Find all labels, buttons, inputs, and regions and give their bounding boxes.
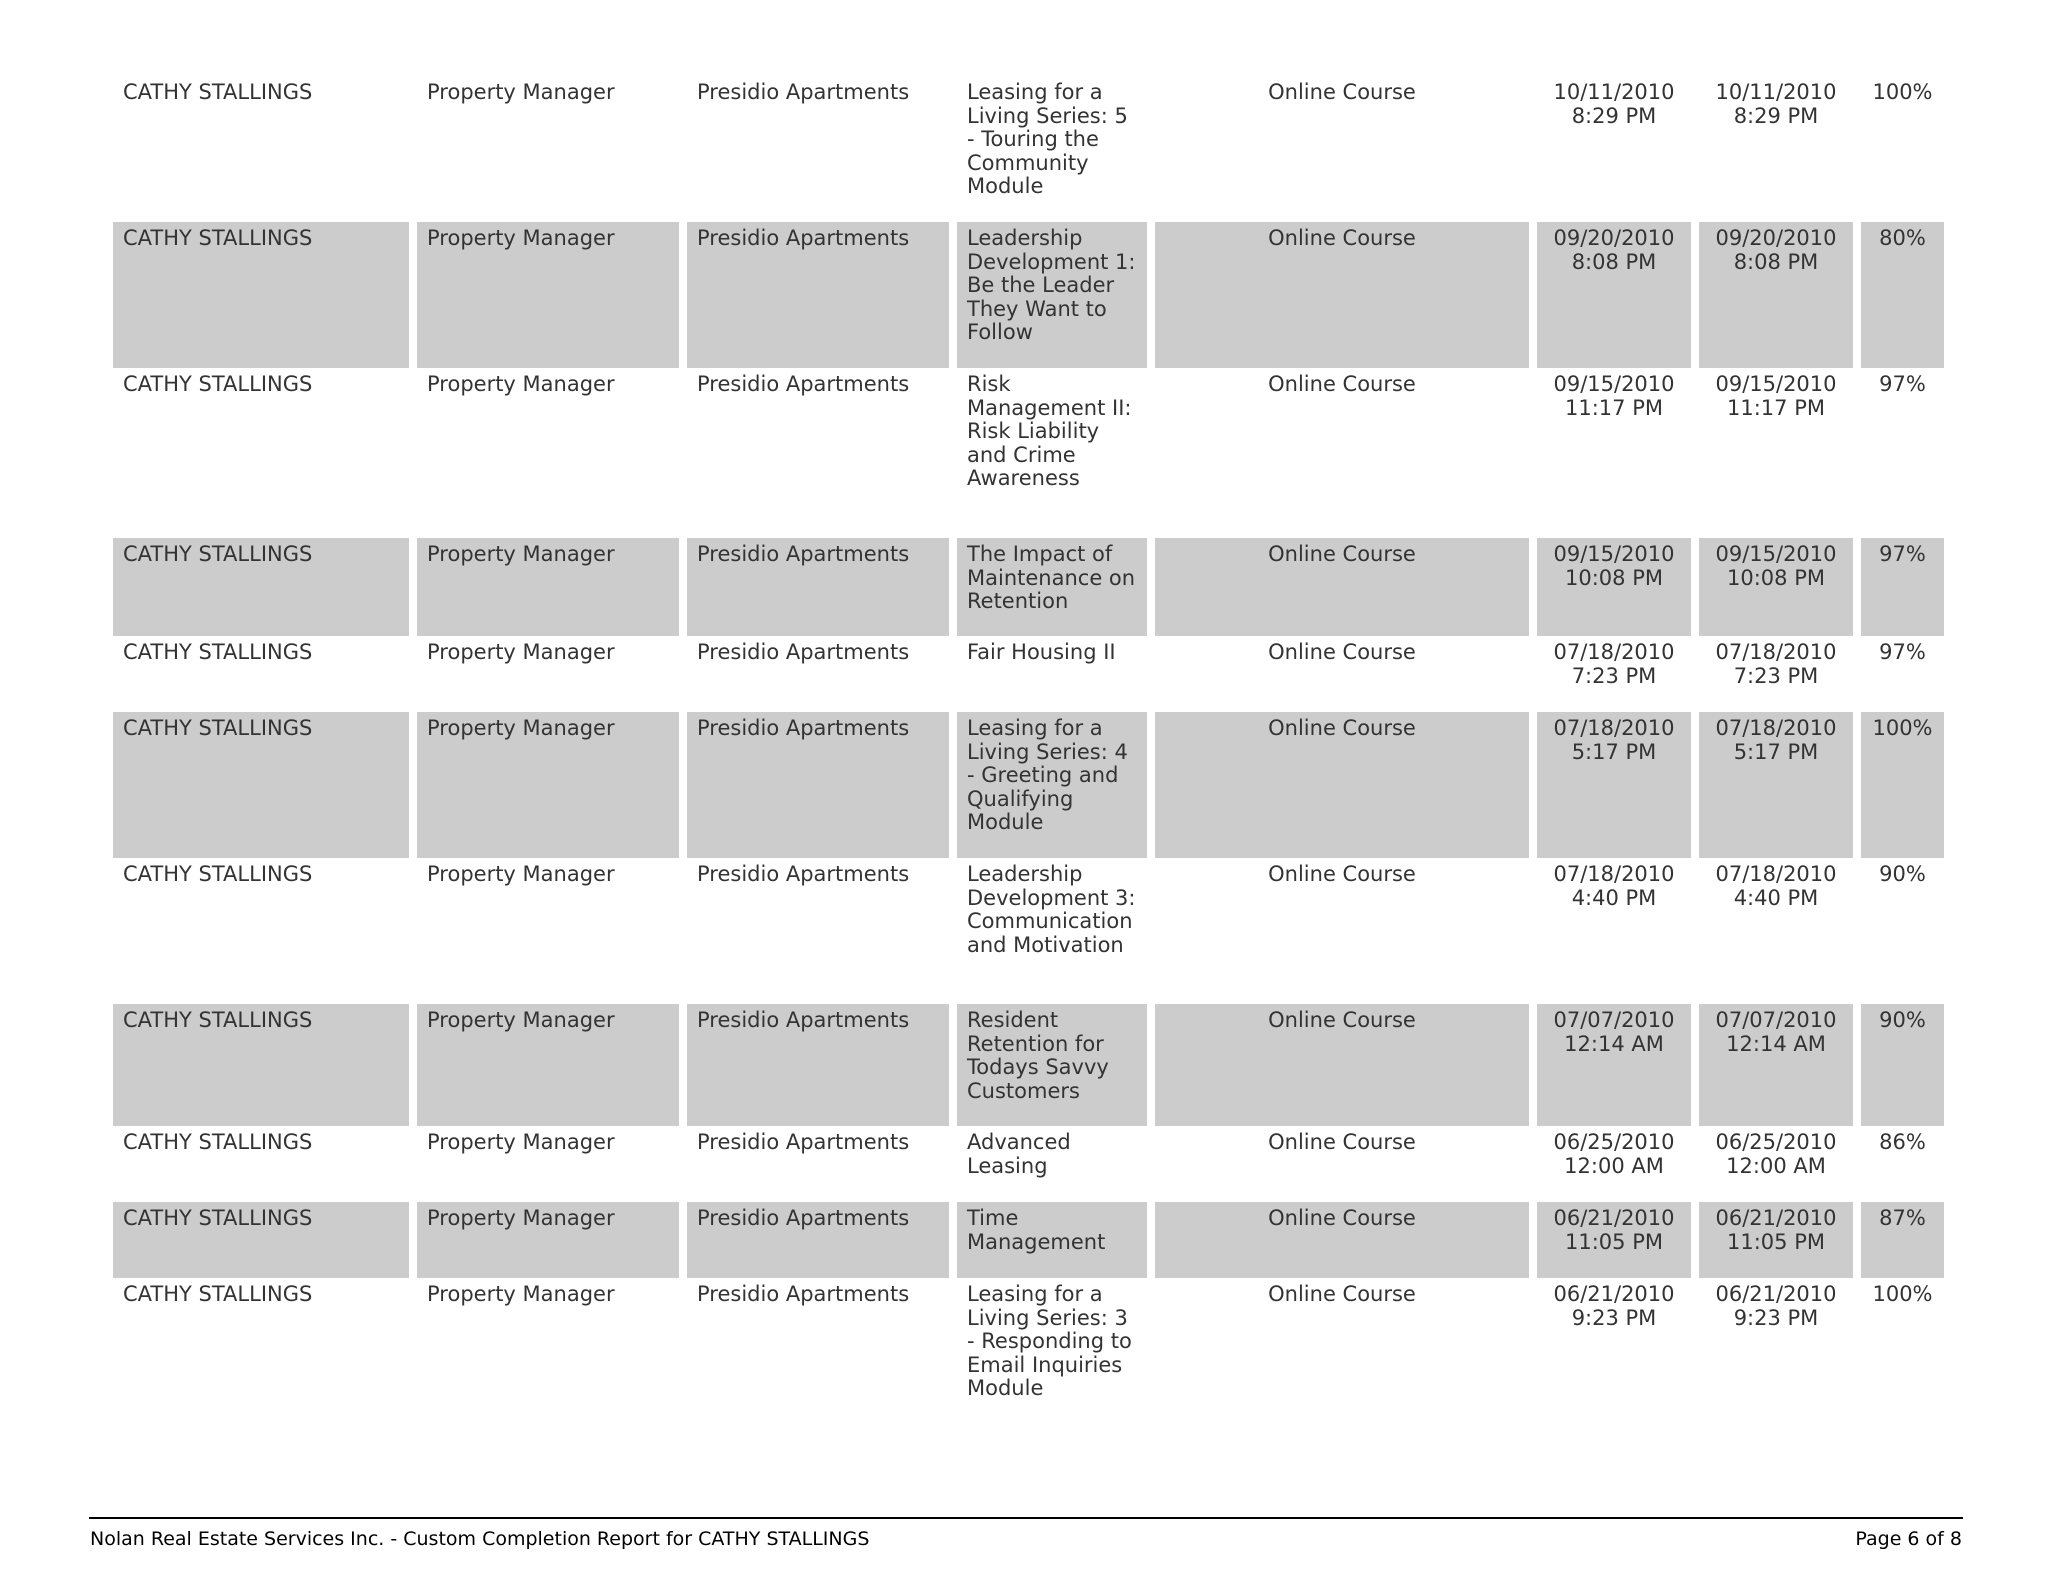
completion-time: 7:23 PM (1733, 663, 1819, 688)
table-row (113, 1126, 1944, 1202)
completion-time: 9:23 PM (1733, 1305, 1819, 1330)
job-title-cell: Property Manager (427, 80, 615, 104)
completion-time: 12:00 AM (1726, 1153, 1826, 1178)
completion-date: 06/21/2010 (1715, 1206, 1837, 1230)
job-title-cell: Property Manager (427, 862, 615, 886)
property-cell: Presidio Apartments (687, 538, 949, 636)
course-type-cell: Online Course (1268, 372, 1416, 396)
table-row (113, 222, 1944, 368)
start-datetime-cell (1537, 538, 1691, 636)
start-datetime-cell (1537, 368, 1691, 538)
start-time: 7:23 PM (1571, 663, 1657, 688)
employee-name-cell: CATHY STALLINGS (113, 222, 409, 368)
completion-datetime-cell (1699, 76, 1853, 222)
score-cell: 86% (1879, 1130, 1926, 1154)
course-type-cell: Online Course (1155, 222, 1529, 368)
property-cell: Presidio Apartments (697, 80, 910, 104)
start-date: 09/20/2010 (1553, 226, 1675, 250)
completion-datetime-cell (1699, 636, 1853, 712)
score-cell: 80% (1861, 222, 1944, 368)
start-date: 06/21/2010 (1553, 1206, 1675, 1230)
start-time: 9:23 PM (1571, 1305, 1657, 1330)
completion-datetime-cell (1699, 368, 1853, 538)
course-name-cell: Leadership Development 1: Be the Leader They Want to Follow (957, 222, 1147, 368)
start-date: 10/11/2010 (1553, 80, 1675, 104)
course-name-cell: The Impact of Maintenance on Retention (957, 538, 1147, 636)
employee-name-cell: CATHY STALLINGS (113, 1004, 409, 1126)
course-type-cell: Online Course (1155, 1202, 1529, 1278)
score-cell: 97% (1861, 538, 1944, 636)
job-title-cell: Property Manager (427, 372, 615, 396)
start-time: 4:40 PM (1571, 885, 1657, 910)
employee-name-cell: CATHY STALLINGS (123, 640, 313, 664)
completion-date: 09/15/2010 (1715, 372, 1837, 396)
employee-name-cell: CATHY STALLINGS (113, 1202, 409, 1278)
property-cell: Presidio Apartments (687, 222, 949, 368)
course-name-cell: Leasing for a Living Series: 4 - Greeting and Qualifying Module (957, 712, 1147, 858)
start-datetime-cell (1537, 636, 1691, 712)
property-cell: Presidio Apartments (697, 372, 910, 396)
job-title-cell: Property Manager (427, 640, 615, 664)
table-body (113, 76, 1944, 1424)
property-cell: Presidio Apartments (697, 1282, 910, 1306)
course-name-cell: Time Management (957, 1202, 1147, 1278)
completion-time: 4:40 PM (1733, 885, 1819, 910)
job-title-cell: Property Manager (417, 538, 679, 636)
completion-date: 09/15/2010 (1715, 542, 1837, 566)
employee-name-cell: CATHY STALLINGS (113, 712, 409, 858)
employee-name-cell: CATHY STALLINGS (123, 372, 313, 396)
start-date: 07/07/2010 (1553, 1008, 1675, 1032)
start-date: 07/18/2010 (1553, 640, 1675, 664)
property-cell: Presidio Apartments (697, 640, 910, 664)
footer-divider (89, 1517, 1963, 1519)
start-datetime-cell (1537, 1278, 1691, 1424)
start-datetime-cell (1537, 712, 1691, 858)
course-type-cell: Online Course (1155, 1004, 1529, 1126)
table-row (113, 368, 1944, 538)
completion-date: 07/07/2010 (1715, 1008, 1837, 1032)
score-cell: 90% (1879, 862, 1926, 886)
start-time: 8:08 PM (1571, 249, 1657, 274)
completion-datetime-cell (1699, 1004, 1853, 1126)
job-title-cell: Property Manager (417, 712, 679, 858)
course-name-cell: Leadership Development 3: Communication and Motivation (967, 862, 1136, 957)
score-cell: 100% (1872, 1282, 1933, 1306)
course-name-cell: Resident Retention for Todays Savvy Customers (957, 1004, 1147, 1126)
start-date: 09/15/2010 (1553, 542, 1675, 566)
score-cell: 90% (1861, 1004, 1944, 1126)
property-cell: Presidio Apartments (687, 1202, 949, 1278)
start-datetime-cell (1537, 222, 1691, 368)
completion-date: 10/11/2010 (1715, 80, 1837, 104)
score-cell: 87% (1861, 1202, 1944, 1278)
completion-table (105, 76, 1952, 1424)
start-date: 07/18/2010 (1553, 862, 1675, 886)
table-row (113, 636, 1944, 712)
property-cell: Presidio Apartments (697, 1130, 910, 1154)
table-row (113, 538, 1944, 636)
course-name-cell: Fair Housing II (967, 640, 1116, 664)
table-row (113, 1278, 1944, 1424)
completion-datetime-cell (1699, 858, 1853, 1004)
completion-time: 8:29 PM (1733, 103, 1819, 128)
course-type-cell: Online Course (1268, 80, 1416, 104)
employee-name-cell: CATHY STALLINGS (123, 1282, 313, 1306)
start-date: 07/18/2010 (1553, 716, 1675, 740)
completion-date: 06/21/2010 (1715, 1282, 1837, 1306)
completion-date: 09/20/2010 (1715, 226, 1837, 250)
completion-time: 10:08 PM (1727, 565, 1825, 590)
property-cell: Presidio Apartments (687, 712, 949, 858)
score-cell: 100% (1861, 712, 1944, 858)
completion-date: 07/18/2010 (1715, 862, 1837, 886)
completion-date: 07/18/2010 (1715, 640, 1837, 664)
course-type-cell: Online Course (1155, 712, 1529, 858)
score-cell: 97% (1879, 372, 1926, 396)
start-date: 06/21/2010 (1553, 1282, 1675, 1306)
completion-datetime-cell (1699, 1202, 1853, 1278)
completion-time: 12:14 AM (1726, 1031, 1826, 1056)
table-row (113, 1202, 1944, 1278)
employee-name-cell: CATHY STALLINGS (123, 1130, 313, 1154)
table-row (113, 1004, 1944, 1126)
start-datetime-cell (1537, 1004, 1691, 1126)
employee-name-cell: CATHY STALLINGS (123, 80, 313, 104)
course-type-cell: Online Course (1268, 1282, 1416, 1306)
footer-report-title: Nolan Real Estate Services Inc. - Custom Completion Report for CATHY STALLINGS (90, 1528, 870, 1550)
start-datetime-cell (1537, 858, 1691, 1004)
start-time: 12:14 AM (1564, 1031, 1664, 1056)
job-title-cell: Property Manager (427, 1130, 615, 1154)
start-date: 09/15/2010 (1553, 372, 1675, 396)
completion-datetime-cell (1699, 1278, 1853, 1424)
job-title-cell: Property Manager (417, 1004, 679, 1126)
course-name-cell: Leasing for a Living Series: 5 - Touring the Community Module (967, 80, 1128, 198)
start-datetime-cell (1537, 1202, 1691, 1278)
start-datetime-cell (1537, 1126, 1691, 1202)
job-title-cell: Property Manager (427, 1282, 615, 1306)
table-row (113, 76, 1944, 222)
start-time: 8:29 PM (1571, 103, 1657, 128)
score-cell: 100% (1872, 80, 1933, 104)
start-datetime-cell (1537, 76, 1691, 222)
start-time: 12:00 AM (1564, 1153, 1664, 1178)
completion-time: 11:17 PM (1727, 395, 1825, 420)
completion-datetime-cell (1699, 712, 1853, 858)
completion-datetime-cell (1699, 538, 1853, 636)
completion-date: 06/25/2010 (1715, 1130, 1837, 1154)
employee-name-cell: CATHY STALLINGS (113, 538, 409, 636)
footer-page-number: Page 6 of 8 (1855, 1528, 1962, 1550)
completion-datetime-cell (1699, 1126, 1853, 1202)
course-name-cell: Advanced Leasing (967, 1130, 1071, 1178)
completion-time: 5:17 PM (1733, 739, 1819, 764)
course-name-cell: Leasing for a Living Series: 3 - Responding to Email Inquiries Module (967, 1282, 1132, 1400)
start-time: 5:17 PM (1571, 739, 1657, 764)
table-row (113, 712, 1944, 858)
completion-date: 07/18/2010 (1715, 716, 1837, 740)
completion-datetime-cell (1699, 222, 1853, 368)
course-type-cell: Online Course (1268, 1130, 1416, 1154)
property-cell: Presidio Apartments (687, 1004, 949, 1126)
start-time: 11:05 PM (1565, 1229, 1663, 1254)
course-name-cell: Risk Management II: Risk Liability and Crime Awareness (967, 372, 1132, 490)
employee-name-cell: CATHY STALLINGS (123, 862, 313, 886)
course-type-cell: Online Course (1155, 538, 1529, 636)
job-title-cell: Property Manager (417, 1202, 679, 1278)
property-cell: Presidio Apartments (697, 862, 910, 886)
score-cell: 97% (1879, 640, 1926, 664)
start-time: 10:08 PM (1565, 565, 1663, 590)
course-type-cell: Online Course (1268, 640, 1416, 664)
job-title-cell: Property Manager (417, 222, 679, 368)
completion-time: 11:05 PM (1727, 1229, 1825, 1254)
start-time: 11:17 PM (1565, 395, 1663, 420)
table-row (113, 858, 1944, 1004)
completion-time: 8:08 PM (1733, 249, 1819, 274)
start-date: 06/25/2010 (1553, 1130, 1675, 1154)
course-type-cell: Online Course (1268, 862, 1416, 886)
